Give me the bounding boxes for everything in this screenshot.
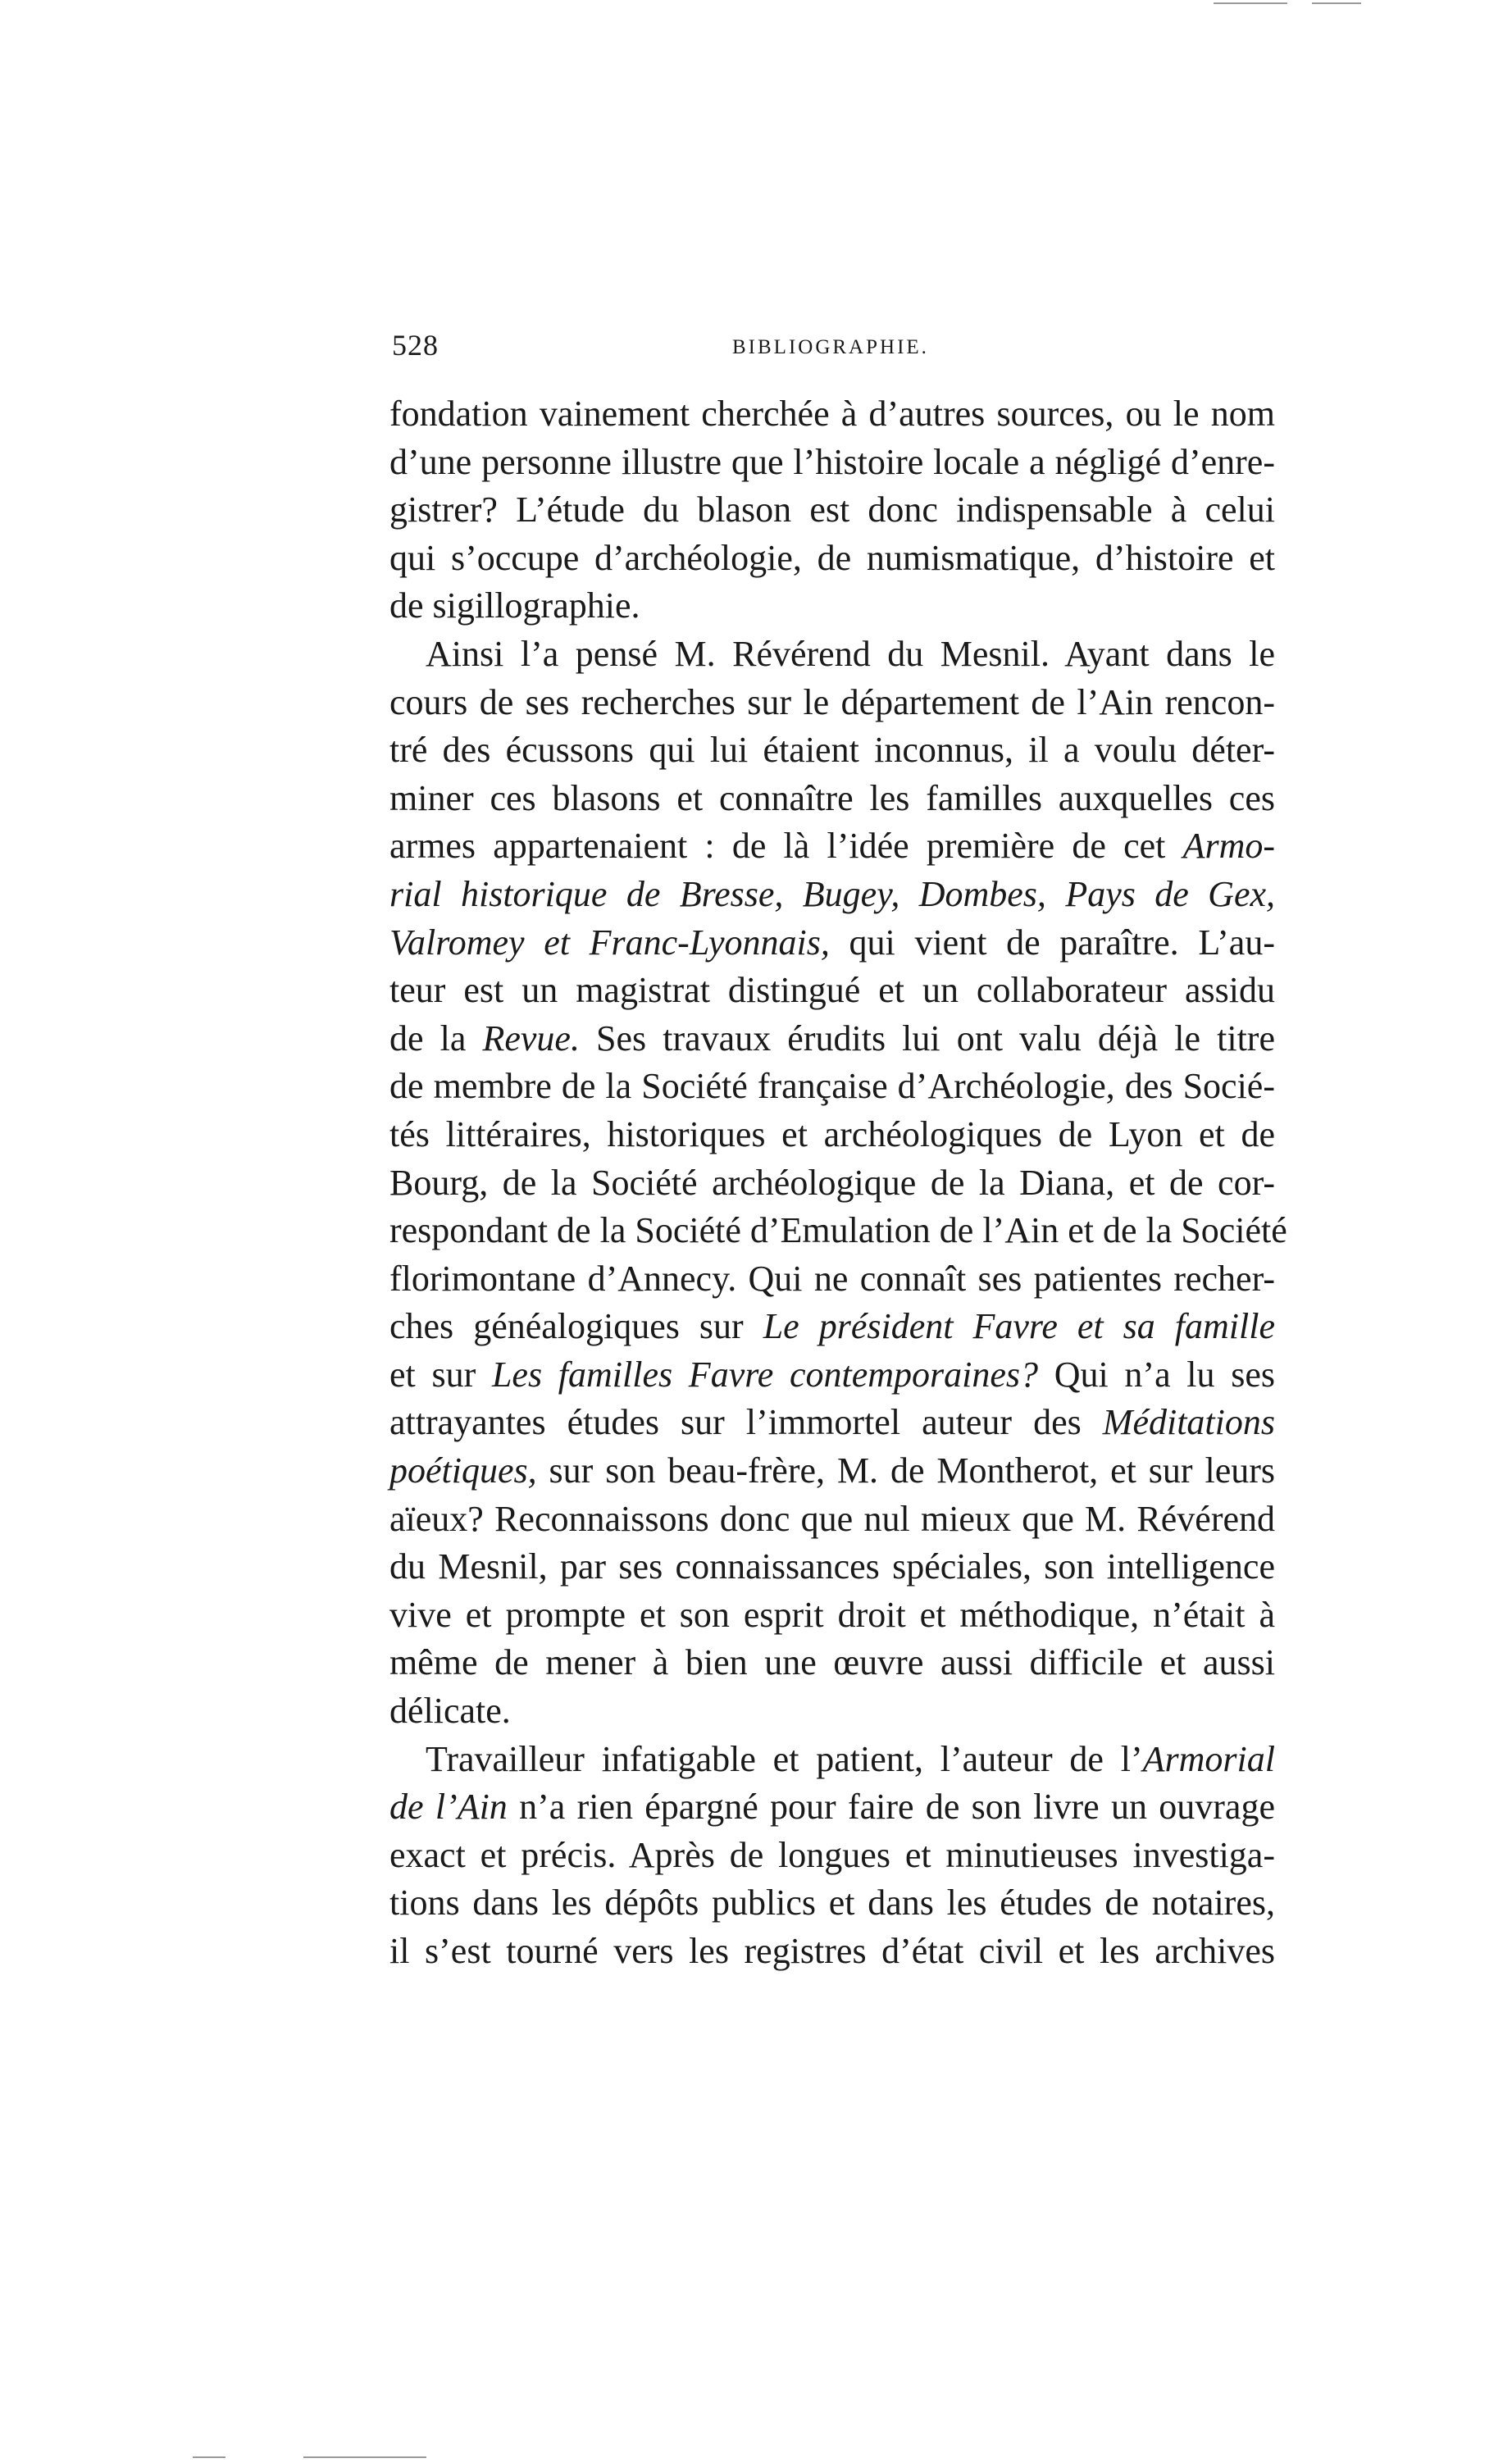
text-line: Ainsi l’a pensé M. Révérend du Mesnil. Ayant dans le (426, 633, 1275, 674)
text-line: gistrer? L’étude du blason est donc indispensable à celui (389, 489, 1275, 530)
text-line: et sur Les familles Favre contemporaines? Qui n’a lu ses (389, 1354, 1276, 1395)
scan-mark-top (1214, 2, 1287, 4)
text-line: armes appartenaient : de là l’idée première de cet Armo- (389, 826, 1275, 867)
running-head: BIBLIOGRAPHIE. (732, 336, 929, 358)
text-line: de la Revue. Ses travaux érudits lui ont valu déjà le titre (389, 1018, 1275, 1058)
text-line: tés littéraires, historiques et archéologiques de Lyon et de (389, 1113, 1275, 1154)
text-line: respondant de la Société d’Emulation de l’Ain et de la Société (389, 1210, 1287, 1251)
text-line: rial historique de Bresse, Bugey, Dombes, Pays de Gex, (389, 873, 1275, 914)
text-line: Valromey et Franc-Lyonnais, qui vient de paraître. L’au- (389, 922, 1275, 963)
text-line: teur est un magistrat distingué et un collaborateur assidu (389, 970, 1275, 1011)
body-text (389, 390, 1287, 1976)
scan-mark-bottom (193, 2456, 225, 2458)
scan-mark-top (1312, 2, 1361, 4)
text-line: tré des écussons qui lui étaient inconnus, il a voulu déter- (389, 730, 1275, 771)
text-line: tions dans les dépôts publics et dans les études de notaires, (389, 1883, 1275, 1924)
text-line: de l’Ain n’a rien épargné pour faire de son livre un ouvrage (389, 1787, 1275, 1828)
text-line: fondation vainement cherchée à d’autres sources, ou le nom (389, 394, 1275, 434)
text-line: d’une personne illustre que l’histoire locale a négligé d’enre- (389, 441, 1275, 482)
text-line: du Mesnil, par ses connaissances spéciales, son intelligence (389, 1546, 1275, 1587)
text-line: délicate. (389, 1691, 511, 1732)
text-line: ches généalogiques sur Le président Favre et sa famille (389, 1306, 1275, 1347)
text-line: même de mener à bien une œuvre aussi difficile et aussi (389, 1642, 1275, 1683)
text-line: vive et prompte et son esprit droit et méthodique, n’était à (389, 1594, 1275, 1635)
text-line: Bourg, de la Société archéologique de la Diana, et de cor- (389, 1162, 1275, 1203)
text-line: de sigillographie. (389, 585, 640, 626)
scan-mark-bottom (303, 2456, 426, 2458)
text-line: Travailleur infatigable et patient, l’auteur de l’Armorial (426, 1738, 1275, 1779)
text-line: poétiques, sur son beau-frère, M. de Montherot, et sur leurs (389, 1450, 1275, 1491)
text-line: cours de ses recherches sur le département de l’Ain rencon- (389, 681, 1275, 722)
page-number: 528 (392, 329, 439, 362)
text-line: attrayantes études sur l’immortel auteur des Méditations (389, 1402, 1275, 1443)
text-line: il s’est tourné vers les registres d’état civil et les archives (389, 1931, 1275, 1971)
text-line: exact et précis. Après de longues et minutieuses investiga- (389, 1834, 1275, 1875)
page-header (392, 328, 1294, 377)
text-line: qui s’occupe d’archéologie, de numismatique, d’histoire et (389, 537, 1275, 578)
text-line: de membre de la Société française d’Archéologie, des Socié- (389, 1066, 1275, 1107)
text-line: aïeux? Reconnaissons donc que nul mieux que M. Révérend (389, 1498, 1275, 1539)
text-line: florimontane d’Annecy. Qui ne connaît ses patientes recher- (389, 1258, 1275, 1299)
text-line: miner ces blasons et connaître les familles auxquelles ces (389, 777, 1275, 818)
